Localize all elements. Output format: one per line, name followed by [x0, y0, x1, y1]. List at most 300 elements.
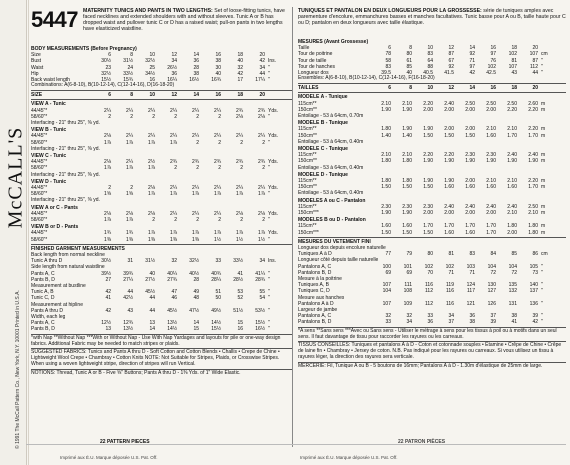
size-value: 12 — [171, 92, 177, 99]
cell-value: 36 — [469, 313, 475, 320]
cell-value: 1.90 — [444, 158, 454, 165]
cell-value: 44 — [259, 70, 265, 77]
cell-value: 1.60 — [381, 223, 391, 230]
cell-value: 54 — [259, 295, 265, 302]
cell-value: 1⅞ — [192, 191, 199, 198]
cell-value: 105 — [529, 263, 538, 270]
cell-value: 1.60 — [465, 184, 475, 191]
cell-value: 2.20 — [528, 177, 538, 184]
cell-value: 2¼ — [192, 133, 199, 140]
row-label: Interfacing - 21" thru 25", ⅜ yd. — [31, 171, 100, 178]
cell-value: 1.60 — [465, 229, 475, 236]
row-label: Size — [31, 52, 41, 59]
cell-value: 2 — [262, 165, 265, 172]
cell-value: 42½ — [123, 295, 133, 302]
section-heading: MESURES (Avant Grossesse) — [298, 39, 369, 45]
cell-value: 84 — [490, 251, 496, 258]
divider-line — [31, 244, 292, 245]
cell-value: 2.40 — [486, 203, 496, 210]
cell-value: 2¼ — [236, 133, 243, 140]
size-value: 14 — [469, 85, 475, 92]
cell-value: 1⅜ — [104, 236, 111, 243]
combinations-note: Combinations: A(6-8-10), B(10-12-14), C(12-14-16), D(16-18-20) — [31, 82, 175, 89]
cell-value: 2.20 — [423, 152, 433, 159]
unit-label: Ins. — [268, 258, 277, 265]
cell-value: 2 — [240, 216, 243, 223]
cell-value: 32 — [406, 313, 412, 320]
cell-value: 2.20 — [423, 100, 433, 107]
table-row — [31, 146, 292, 152]
row-label: 150cm** — [298, 158, 317, 165]
cell-value: 2⅛ — [104, 210, 111, 217]
cell-value: 1.50 — [423, 184, 433, 191]
cell-value: 1.50 — [423, 132, 433, 139]
cell-value: 2 — [218, 216, 221, 223]
french-footer: Imprimé aux É.U. Marque déposée U.S. Pat. Off. — [300, 455, 398, 460]
cell-value: 112 — [530, 63, 538, 70]
cell-value: 2¼ — [126, 107, 133, 114]
cell-value: 55 — [259, 289, 265, 296]
column-divider — [292, 7, 293, 447]
unit-label: cm — [541, 251, 548, 258]
row-label: 58/60"* — [31, 139, 48, 146]
cell-value: 1.70 — [528, 184, 538, 191]
cell-value: 12¾ — [123, 320, 133, 327]
cell-value: 112 — [425, 300, 433, 307]
cell-value: 1.80 — [402, 177, 412, 184]
cell-value: 1.80 — [528, 229, 538, 236]
divider-line — [298, 92, 566, 93]
cell-value: 1.80 — [381, 177, 391, 184]
cell-value: 1⅞ — [148, 230, 155, 237]
cell-value: 12 — [171, 52, 177, 59]
cell-value: 2¼ — [236, 184, 243, 191]
cell-value: 92 — [448, 63, 454, 70]
cell-value: 102 — [445, 263, 454, 270]
cell-value: 1⅞ — [104, 216, 111, 223]
cell-value: 27 — [105, 276, 111, 283]
row-label: Back length from normal neckline — [31, 252, 105, 258]
row-label: 44/45"* — [31, 230, 48, 237]
cell-value: 33½ — [123, 70, 133, 77]
cell-value: 1.50 — [444, 132, 454, 139]
cell-value: 1.60 — [402, 223, 412, 230]
view-heading: MODELES B ou D - Pantalon — [298, 217, 366, 224]
view-heading: MODELE A - Tunique — [298, 94, 348, 101]
view-heading: MODELE D - Tunique — [298, 171, 348, 178]
row-label: 115cm** — [298, 126, 317, 133]
cell-value: 27¼ — [123, 276, 133, 283]
cell-value: 17¼ — [255, 77, 265, 84]
notions-note: NOTIONS: Thread, Tunic A or B - Five ⅝" Buttons; Pants A thru D - 1⅜ Yds. of 1" Wide Elastic. — [31, 370, 241, 377]
cell-value: 2.30 — [423, 203, 433, 210]
fabrics-note: TISSUS CONSEILLÉS: Tuniques et pantalons A à D - Coton et cotonnade souples • Étamine • Crêpe de Chine • Crêpe de laine fin • Chambray • Jersey de coton. N.B. Pas indiqué pour les rayures ou carreaux. Si vous utilisez un tissu à rayures léger, la direction des rayures sera verticale. — [298, 342, 562, 361]
french-pieces-count: 22 PATRON PIÈCES — [398, 439, 446, 445]
cell-value: 34 — [448, 313, 454, 320]
cell-value: 33½ — [233, 258, 243, 265]
divider-line — [31, 90, 292, 91]
unit-label: " — [541, 57, 543, 64]
cell-value: 2 — [130, 184, 133, 191]
row-label: TAILLES — [298, 85, 319, 92]
unit-label: Ins. — [268, 58, 277, 65]
cell-value: 103 — [466, 263, 475, 270]
cell-value: 2¼ — [148, 107, 155, 114]
cell-value: 2⅛ — [126, 210, 133, 217]
row-label: 150cm*** — [298, 209, 319, 216]
cell-value: 32½ — [101, 70, 111, 77]
unit-label: " — [541, 319, 543, 326]
table-row — [298, 113, 566, 119]
row-label: 58/60"* — [31, 216, 48, 223]
cell-value: 1⅜ — [148, 236, 155, 243]
cell-value: 2.30 — [486, 152, 496, 159]
cell-value: 2.40 — [465, 203, 475, 210]
cell-value: 14½ — [167, 326, 177, 333]
view-heading: VIEW C - Tunic — [31, 152, 67, 159]
row-label: 150cm*** — [298, 229, 319, 236]
row-label: Longueur dos depuis encolure naturelle — [298, 245, 386, 251]
cell-value: 16 — [490, 45, 496, 52]
cell-value: 2.00 — [486, 209, 496, 216]
row-label: Waist — [31, 64, 44, 71]
cell-value: 78 — [385, 51, 391, 58]
cell-value: 2 — [218, 165, 221, 172]
row-label: Mesure à la poitrine — [298, 276, 342, 283]
cell-value: 2.00 — [465, 177, 475, 184]
cell-value: 1⅞ — [170, 230, 177, 237]
cell-value: 2.20 — [507, 106, 517, 113]
row-label: 150cm** — [298, 184, 317, 191]
combinations-note: Ensembles: A(6-8-10), B(10-12-14), C(12-14-16), F(16-18-20) — [298, 75, 435, 82]
row-label: Entoilage - 53 à 64cm, 0.70m — [298, 112, 364, 119]
unit-label: " — [541, 70, 543, 77]
cell-value: 40 — [149, 270, 155, 277]
divider-line — [298, 83, 566, 84]
cell-value: 116 — [446, 300, 454, 307]
unit-label: m — [541, 229, 546, 236]
cell-value: 38 — [511, 313, 517, 320]
cell-value: 37 — [490, 313, 496, 320]
unit-label: m — [541, 203, 546, 210]
size-value: 14 — [193, 92, 199, 99]
unit-label: Yds. — [268, 230, 279, 237]
cell-value: 67 — [448, 57, 454, 64]
row-label: Width, each leg — [31, 314, 66, 321]
cell-value: 2.10 — [402, 100, 412, 107]
row-label: Pantalons B, D — [298, 319, 332, 326]
nap-note: *A sens **Sans sens ***Avec ou Sans sens - Utiliser le métrage à sens pour les tissus à poil ou à motifs dans un seul sens. Il faut davantage de tissu pour raccorder les rayures ou les carreaux. — [298, 327, 557, 340]
unit-label: " — [268, 165, 270, 172]
cell-value: 2.10 — [507, 209, 517, 216]
cell-value: 2.00 — [465, 209, 475, 216]
row-label: 150cm** — [298, 106, 317, 113]
unit-label: " — [268, 70, 270, 77]
cell-value: 1.50 — [402, 229, 412, 236]
cell-value: 2 — [174, 113, 177, 120]
row-label: Longueur côté depuis taille naturelle — [298, 257, 379, 264]
cell-value: 42 — [105, 307, 111, 314]
cell-value: 2⅛ — [148, 184, 155, 191]
cell-value: 6 — [108, 52, 111, 59]
row-label: Side length from natural waistline — [31, 264, 105, 271]
cell-value: 26½ — [167, 64, 177, 71]
english-footer: Imprimé aux É.U. Marque déposée U.S. Pat. Off. — [60, 455, 158, 460]
cell-value: 2.10 — [381, 100, 391, 107]
cell-value: 2¼ — [170, 133, 177, 140]
cell-value: 2¼ — [214, 107, 221, 114]
unit-label: " — [541, 300, 543, 307]
cell-value: 2.10 — [528, 209, 538, 216]
view-heading: MODELE C - Tunique — [298, 145, 348, 152]
cell-value: 1¾ — [126, 230, 133, 237]
size-row — [298, 85, 566, 91]
french-title: TUNIQUES ET PANTALON EN DEUX LONGUEURS POUR LA GROSSESSE: — [298, 8, 482, 14]
english-description — [83, 8, 290, 32]
cell-value: 1⅜ — [170, 236, 177, 243]
cell-value: 1⅞ — [126, 139, 133, 146]
cell-value: 2.10 — [486, 126, 496, 133]
cell-value: 2¼ — [192, 184, 199, 191]
cell-value: 2¼ — [192, 210, 199, 217]
row-label: Entoilage - 53 à 64cm, 0.40m — [298, 190, 364, 197]
cell-value: 1⅞ — [236, 191, 243, 198]
cell-value: 1.90 — [486, 158, 496, 165]
cell-value: 1.90 — [444, 177, 454, 184]
cell-value: 64 — [427, 57, 433, 64]
cell-value: 42.5 — [486, 70, 496, 77]
cell-value: 1⅝ — [126, 191, 133, 198]
cell-value: 2¼ — [214, 184, 221, 191]
cell-value: 2¼ — [258, 184, 265, 191]
cell-value: 127 — [487, 288, 496, 295]
cell-value: 2¼ — [258, 133, 265, 140]
unit-label: " — [268, 191, 270, 198]
cell-value: 2.40 — [444, 100, 454, 107]
row-label: 58/60"* — [31, 165, 48, 172]
cell-value: 2 — [196, 216, 199, 223]
cell-value: 2.00 — [444, 209, 454, 216]
cell-value: 1.50 — [402, 184, 412, 191]
size-value: 20 — [532, 85, 538, 92]
cell-value: 2¾ — [214, 159, 221, 166]
cell-value: 86 — [532, 251, 538, 258]
size-value: 18 — [237, 92, 243, 99]
finished-heading: FINISHED GARMENT MEASUREMENTS — [31, 245, 125, 252]
row-label: 115cm** — [298, 177, 317, 184]
table-row — [298, 165, 566, 171]
cell-value: 23 — [105, 64, 111, 71]
row-label: Pants A, C — [31, 320, 55, 327]
pattern-pieces-count: 22 PATTERN PIECES — [100, 439, 150, 445]
cell-value: 2¼ — [170, 210, 177, 217]
cell-value: 1.90 — [381, 106, 391, 113]
row-label: Pants B, D — [31, 276, 55, 283]
cell-value: 32 — [171, 258, 177, 265]
cell-value: 2¼ — [170, 107, 177, 114]
cell-value: 34 — [406, 319, 412, 326]
row-label: Largeur de jambe — [298, 307, 338, 314]
cell-value: 121 — [466, 300, 475, 307]
cell-value: 34 — [171, 58, 177, 65]
size-value: 12 — [448, 85, 454, 92]
row-label: Pantalons B, D — [298, 269, 332, 276]
cell-value: 2 — [196, 165, 199, 172]
row-label: Interfacing - 21" thru 25", ⅜ yd. — [31, 197, 100, 204]
copyright-text: © 1991 The McCall Pattern Co., New York, N.Y. 10001 Printed in U.S.A. — [15, 290, 21, 449]
unit-label: m — [541, 223, 546, 230]
row-label: Interfacing - 21" thru 25", ⅜ yd. — [31, 145, 100, 152]
cell-value: 16 — [149, 77, 155, 84]
cell-value: 83 — [427, 51, 433, 58]
gutter-line — [28, 0, 29, 465]
cell-value: 1.70 — [528, 132, 538, 139]
french-description — [298, 8, 566, 26]
cell-value: 44 — [532, 70, 538, 77]
notions-note: MERCERIE: Fil, Tunique A ou B - 5 boutons de 16mm; Pantalons A à D - 1.30m d'élastique de 25mm de large. — [298, 363, 543, 370]
view-heading: MODELE B - Tunique — [298, 120, 348, 127]
cell-value: 71 — [469, 57, 475, 64]
cell-value: 2.20 — [528, 126, 538, 133]
row-label: Pants B, D — [31, 326, 55, 333]
cell-value: 31 — [127, 258, 133, 265]
cell-value: 130 — [487, 282, 496, 289]
cell-value: 53½ — [255, 307, 265, 314]
unit-label: " — [541, 313, 543, 320]
row-label: SIZE — [31, 92, 43, 99]
cell-value: 1⅞ — [104, 139, 111, 146]
cell-value: 76 — [490, 57, 496, 64]
cell-value: 15 — [237, 320, 243, 327]
table-row — [31, 237, 292, 243]
cell-value: 41.5 — [444, 70, 454, 77]
cell-value: 2¼ — [126, 133, 133, 140]
cell-value: 1.80 — [381, 158, 391, 165]
cell-value: 1⅞ — [148, 165, 155, 172]
unit-label: " — [268, 113, 270, 120]
cell-value: 1⅜ — [126, 236, 133, 243]
cell-value: 69 — [385, 269, 391, 276]
cell-value: 2¼ — [148, 133, 155, 140]
cell-value: 2¼ — [192, 107, 199, 114]
cell-value: 39½ — [101, 270, 111, 277]
cell-value: 1.70 — [507, 132, 517, 139]
cell-value: 28½ — [233, 276, 243, 283]
cell-value: 38 — [469, 319, 475, 326]
cell-value: 1⅝ — [104, 191, 111, 198]
cell-value: 2¾ — [236, 107, 243, 114]
unit-label: m — [541, 209, 546, 216]
cell-value: 136 — [529, 300, 538, 307]
row-label: 115cm** — [298, 203, 317, 210]
row-label: Longueur dos — [298, 70, 329, 77]
cell-value: 2 — [218, 113, 221, 120]
cell-value: 45½ — [167, 307, 177, 314]
cell-value: 126 — [487, 300, 496, 307]
cell-value: 108 — [403, 288, 412, 295]
cell-value: 1.90 — [528, 158, 538, 165]
cell-value: 27½ — [145, 276, 155, 283]
row-label: 44/45"* — [31, 184, 48, 191]
french-desc: série de tuniques amples avec parementure d'encolure, emmanchures basses et manches facultatives. Tunic basse pour A ou B, taille haute pour C ou D; pantalon en deux longueurs avec taille élastique. — [298, 8, 566, 26]
unit-label: Yds. — [268, 133, 279, 140]
cell-value: 43 — [127, 307, 133, 314]
cell-value: 20 — [532, 45, 538, 52]
cell-value: 41 — [105, 295, 111, 302]
cell-value: 104 — [508, 263, 517, 270]
cell-value: 1.80 — [507, 223, 517, 230]
cell-value: 34 — [259, 258, 265, 265]
cell-value: 1.50 — [381, 229, 391, 236]
cell-value: 13 — [149, 320, 155, 327]
cell-value: 1.80 — [402, 158, 412, 165]
cell-value: 58 — [385, 57, 391, 64]
cell-value: 83 — [469, 251, 475, 258]
table-row — [31, 197, 292, 203]
cell-value: 124 — [466, 282, 475, 289]
cell-value: 32 — [385, 313, 391, 320]
cell-value: 2 — [152, 216, 155, 223]
cell-value: 50 — [215, 295, 221, 302]
row-label: 44/45"* — [31, 133, 48, 140]
cell-value: 49 — [193, 289, 199, 296]
cell-value: 1.50 — [423, 229, 433, 236]
finished-heading: MESURES DU VETEMENT FINI — [298, 238, 371, 245]
cell-value: 2.00 — [444, 126, 454, 133]
unit-label: Yds. — [268, 184, 279, 191]
cell-value: 1⅞ — [236, 230, 243, 237]
row-label: Mesure aux hanches — [298, 294, 345, 301]
cell-value: 15½ — [255, 320, 265, 327]
row-label: 115cm** — [298, 223, 317, 230]
row-label: Entoilage - 53 à 64cm, 0.40m — [298, 138, 364, 145]
row-label: 115cm** — [298, 100, 317, 107]
unit-label: " — [268, 320, 270, 327]
cell-value: 40¼ — [167, 270, 177, 277]
row-label: Tour de hanches — [298, 63, 335, 70]
row-label: Pantalons A à D — [298, 300, 334, 307]
cell-value: 2.40 — [528, 152, 538, 159]
cell-value: 1.50 — [381, 184, 391, 191]
cell-value: 107 — [529, 51, 538, 58]
cell-value: 2¼ — [126, 159, 133, 166]
unit-label: Yds. — [268, 159, 279, 166]
row-label: Hip — [31, 70, 39, 77]
row-label: 44/45"* — [31, 107, 48, 114]
cell-value: 2.30 — [381, 203, 391, 210]
cell-value: 39.5 — [381, 70, 391, 77]
cell-value: 2 — [108, 184, 111, 191]
table-row — [298, 230, 566, 236]
cell-value: 107 — [382, 282, 391, 289]
cell-value: 71 — [448, 269, 454, 276]
row-label: 58/60"* — [31, 191, 48, 198]
unit-label: " — [541, 63, 543, 70]
cell-value: 1.70 — [423, 223, 433, 230]
cell-value: 46 — [171, 295, 177, 302]
cell-value: 24 — [127, 64, 133, 71]
cell-value: 32 — [237, 64, 243, 71]
cell-value: 1⅞ — [126, 165, 133, 172]
cell-value: 2 — [240, 165, 243, 172]
cell-value: 2¾ — [236, 159, 243, 166]
cell-value: 1.90 — [465, 158, 475, 165]
cell-value: 47½ — [189, 307, 199, 314]
row-label: Tour de taille — [298, 57, 327, 64]
cell-value: 2.10 — [381, 152, 391, 159]
unit-label: " — [541, 282, 543, 289]
cell-value: 2 — [262, 139, 265, 146]
